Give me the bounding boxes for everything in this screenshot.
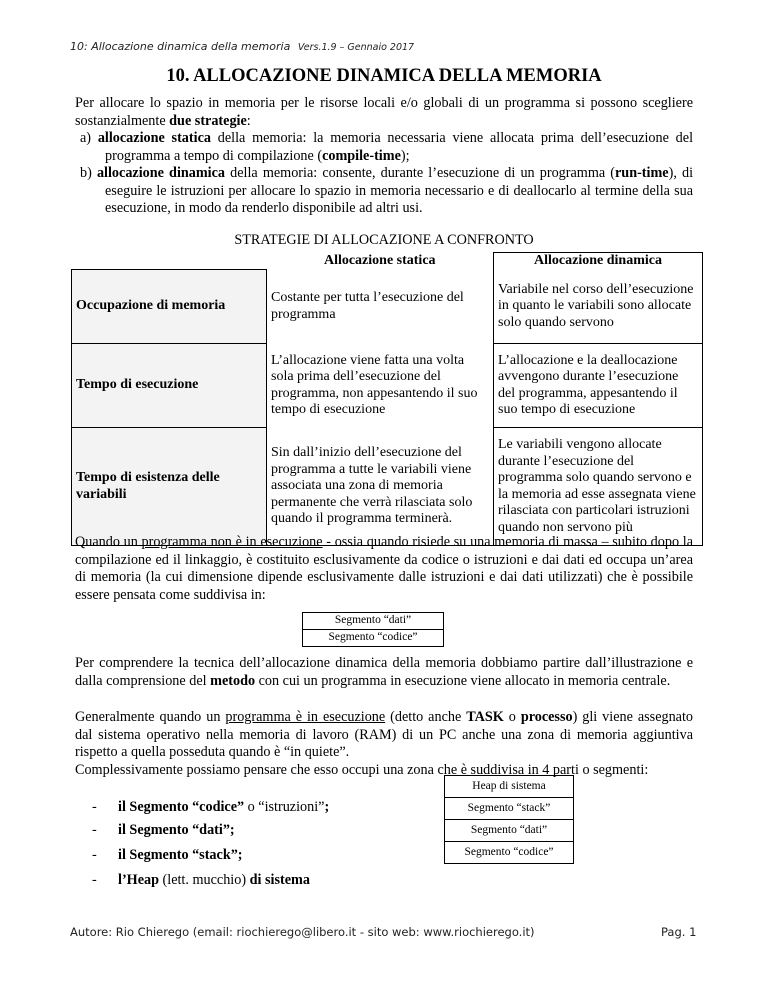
dash-marker: - [92,799,97,815]
para-bold: metodo [210,672,256,689]
part-text: o “istruzioni” [244,799,325,815]
para-text: Quando un [75,534,142,550]
list-text: della memoria: la memoria necessaria viene allocata prima dell’esecuzione del programma a tempo di compilazione ( [105,130,694,164]
list-item [92,822,235,839]
part-bold: il Segmento “codice” [118,799,245,815]
list-item [80,130,693,165]
list-marker: b) [80,165,92,181]
para-bold-process: processo [520,709,573,725]
para-bold-task: TASK [466,709,504,725]
intro-colon: : [246,112,251,129]
dash-marker: - [92,872,97,888]
idle-segments-diagram [302,612,444,647]
list-bold-2: compile-time [322,147,401,164]
running-segments-diagram [444,775,574,864]
footer-author: Autore: Rio Chierego (email: riochierego@libero.it - sito web: www.riochierego.it) [70,925,535,939]
dash-marker: - [92,822,97,838]
segment-box: Heap di sistema [444,775,574,798]
para-underline: programma non è in esecuzione [141,534,323,550]
table-row [72,428,703,546]
segment-box: Segmento “stack” [444,798,574,820]
header-version: Vers.1.9 – Gennaio 2017 [297,42,415,53]
table-row [72,344,703,428]
cell-static: Costante per tutta l’esecuzione del programma [271,290,464,322]
paragraph-idle-program [75,534,693,604]
intro-text: Per allocare lo spazio in memoria per le risorse locali e/o globali di un programma si possono scegliere sostanzialmente [75,95,693,129]
cell-static: L’allocazione viene fatta una volta sola prima dell’esecuzione del programma, non appesantendo il suo tempo di esecuzione [271,352,478,417]
col-static-header: Allocazione statica [323,252,436,268]
intro-paragraph [75,95,693,130]
table-caption: STRATEGIE DI ALLOCAZIONE A CONFRONTO [234,232,534,248]
list-item [92,847,243,864]
list-item [80,165,693,218]
segment-box: Segmento “codice” [302,630,444,647]
part-bold: il Segmento “dati”; [118,822,235,838]
page-title: 10. ALLOCAZIONE DINAMICA DELLA MEMORIA [166,66,602,86]
para-underline: programma è in esecuzione [225,709,386,725]
list-item [92,799,329,816]
para-text-3: o [503,709,521,725]
part-end: di sistema [249,872,310,888]
paragraph-four-parts: Complessivamente possiamo pensare che esso occupi una zona che è suddivisa in 4 parti o segmenti: [75,762,649,778]
segment-box: Segmento “dati” [302,612,444,630]
cell-dynamic: Variabile nel corso dell’esecuzione in quanto le variabili sono allocate solo quando servono [494,270,703,344]
part-bold: l’Heap [118,872,159,888]
list-item [92,872,310,889]
list-text: della memoria: consente, durante l’esecuzione di un programma ( [225,165,615,181]
part-end: ; [324,799,330,815]
table-row [72,270,703,344]
list-marker: a) [80,130,92,146]
list-bold-2: run-time [615,165,669,181]
list-bold: allocazione dinamica [96,165,226,181]
para-text: Generalmente quando un [75,709,226,725]
row-label: Occupazione di memoria [72,270,267,344]
list-text-2: ), di eseguire le istruzioni per allocare lo spazio in memoria necessario e di deallocarlo al termine della sua esecuzione, in modo da renderlo disponibile ad altri usi. [105,165,694,216]
paragraph-running-program [75,709,693,762]
cell-static: Sin dall’inizio dell’esecuzione del programma a tutte le variabili viene associata una zona di memoria permanente che verrà rilasciata solo quando il programma terminerà. [267,428,494,546]
para-text-4: ) gli viene assegnato dal sistema operativo nella memoria di lavoro (RAM) di un PC anche una zona di memoria aggiuntiva rispetto a quella posseduta quando è “in quiete”. [75,709,694,760]
part-text: (lett. mucchio) [158,872,250,888]
cell-dynamic: L’allocazione e la deallocazione avvengono durante l’esecuzione del programma, appesantendo il suo tempo di esecuzione [494,344,703,428]
segment-box: Segmento “dati” [444,820,574,842]
para-text: Per comprendere la tecnica dell’allocazione dinamica della memoria dobbiamo partire dall’illustrazione e dalla comprensione del [75,655,693,689]
dash-marker: - [92,847,97,863]
segment-box: Segmento “codice” [444,842,574,864]
part-bold: il Segmento “stack”; [118,847,243,863]
running-header [70,40,414,53]
para-text-2: - ossia quando risiede su una memoria di massa – subito dopo la compilazione ed il linkaggio, è costituito esclusivamente da codice o istruzioni e dai dati ed occupa un’area di memoria (la cui dimensione dipende esclusivamente dalle istruzioni e dai dati utilizzati) che è possibile essere pensata come suddivisa in: [75,534,693,603]
row-label: Tempo di esistenza delle variabili [72,428,267,546]
list-text-2: ); [400,147,410,164]
paragraph-method [75,655,693,690]
list-bold: allocazione statica [97,130,211,146]
para-text-2: (detto anche [385,709,467,725]
comparison-table [71,252,703,546]
para-text-2: con cui un programma in esecuzione viene allocato in memoria centrale. [255,672,671,689]
col-dynamic-header: Allocazione dinamica [494,253,703,270]
header-chapter: 10: Allocazione dinamica della memoria [70,40,291,53]
table-header-row [72,253,703,270]
intro-bold: due strategie [169,112,247,129]
row-label: Tempo di esecuzione [72,344,267,428]
cell-dynamic: Le variabili vengono allocate durante l’esecuzione del programma solo quando servono e la memoria ad esse assegnata viene rilasciata con particolari istruzioni quando non servono più [494,428,703,546]
page-number: Pag. 1 [661,925,697,939]
strategy-list [80,130,693,218]
table-corner [72,253,267,270]
